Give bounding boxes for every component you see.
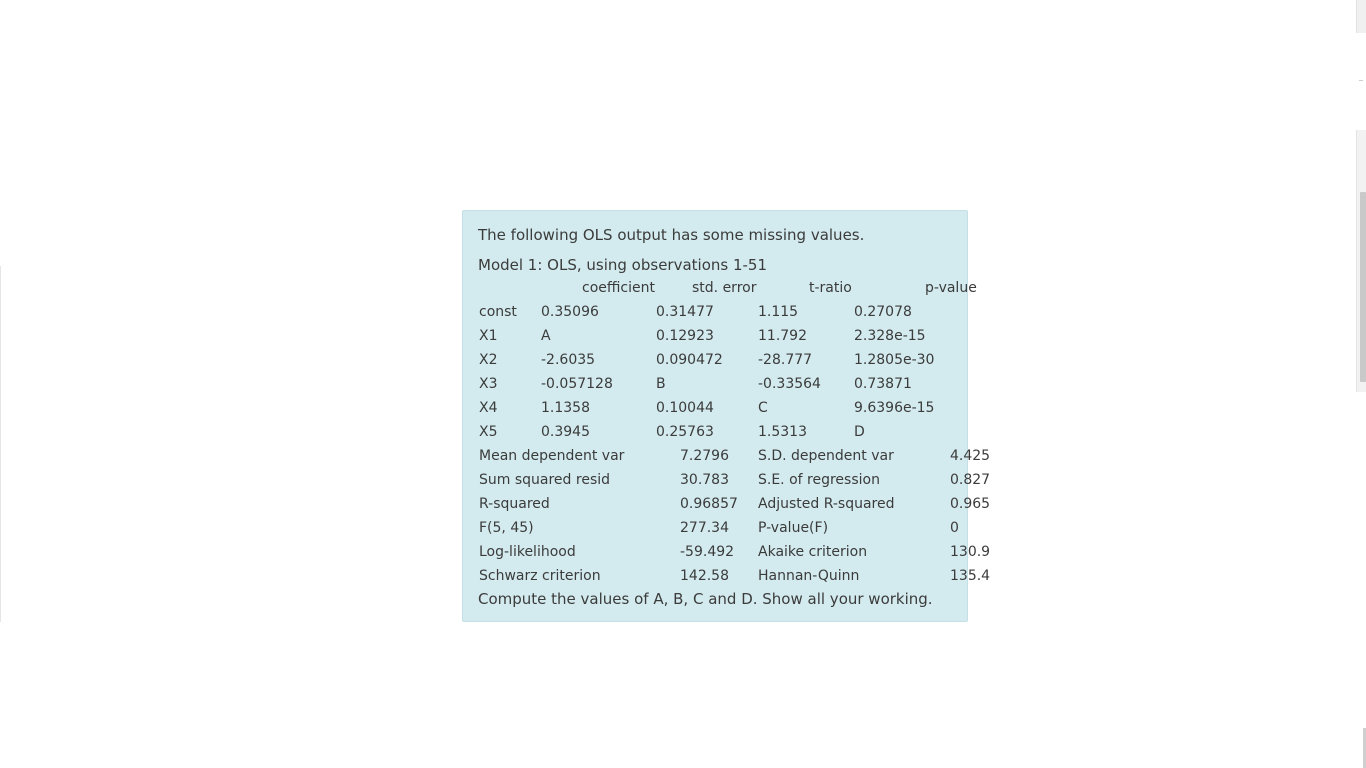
row-t-ratio: 11.792 xyxy=(758,328,807,344)
row-coefficient: 1.1358 xyxy=(541,400,590,416)
stat-value: 7.2796 xyxy=(680,448,729,464)
stat-value: 135.4 xyxy=(950,568,991,584)
row-name: X5 xyxy=(479,424,498,440)
stat-label: P-value(F) xyxy=(758,520,829,536)
column-header-std-error: std. error xyxy=(692,280,757,296)
row-t-ratio: C xyxy=(758,400,768,416)
stat-value: -59.492 xyxy=(680,544,735,560)
row-t-ratio: 1.5313 xyxy=(758,424,807,440)
stat-label: S.D. dependent var xyxy=(758,448,894,464)
row-name: X1 xyxy=(479,328,498,344)
question-prompt: Compute the values of A, B, C and D. Show all your working. xyxy=(478,590,933,608)
row-std-error: 0.25763 xyxy=(656,424,714,440)
model-title: Model 1: OLS, using observations 1-51 xyxy=(478,256,768,274)
row-coefficient: 0.3945 xyxy=(541,424,590,440)
question-intro: The following OLS output has some missing values. xyxy=(478,226,865,244)
column-header-coefficient: coefficient xyxy=(582,280,655,296)
question-card xyxy=(462,210,991,622)
stat-label: Adjusted R-squared xyxy=(758,496,895,512)
row-std-error: 0.090472 xyxy=(656,352,723,368)
row-t-ratio: 1.115 xyxy=(758,304,799,320)
row-p-value: 2.328e-15 xyxy=(854,328,926,344)
scrollbar-top-segment xyxy=(1356,0,1366,33)
stat-value: 130.9 xyxy=(950,544,991,560)
stat-value: 142.58 xyxy=(680,568,729,584)
stat-label: Schwarz criterion xyxy=(479,568,601,584)
stat-value: 0 xyxy=(950,520,959,536)
row-t-ratio: -0.33564 xyxy=(758,376,821,392)
row-p-value: 9.6396e-15 xyxy=(854,400,935,416)
row-coefficient: 0.35096 xyxy=(541,304,599,320)
stat-value: 0.965 xyxy=(950,496,991,512)
stat-label: S.E. of regression xyxy=(758,472,880,488)
row-name: X2 xyxy=(479,352,498,368)
stat-label: Hannan-Quinn xyxy=(758,568,860,584)
stat-label: Log-likelihood xyxy=(479,544,576,560)
stat-value: 277.34 xyxy=(680,520,729,536)
stat-label: F(5, 45) xyxy=(479,520,534,536)
left-edge-divider xyxy=(0,266,1,622)
stat-label: R-squared xyxy=(479,496,550,512)
stat-label: Mean dependent var xyxy=(479,448,625,464)
row-p-value: 0.73871 xyxy=(854,376,912,392)
stat-value: 30.783 xyxy=(680,472,729,488)
stat-value: 4.425 xyxy=(950,448,991,464)
row-p-value: D xyxy=(854,424,865,440)
stat-value: 0.827 xyxy=(950,472,991,488)
row-std-error: 0.10044 xyxy=(656,400,714,416)
stat-value: 0.96857 xyxy=(680,496,738,512)
row-std-error: 0.12923 xyxy=(656,328,714,344)
row-t-ratio: -28.777 xyxy=(758,352,813,368)
row-p-value: 0.27078 xyxy=(854,304,912,320)
row-p-value: 1.2805e-30 xyxy=(854,352,935,368)
column-header-p-value: p-value xyxy=(925,280,977,296)
row-std-error: B xyxy=(656,376,666,392)
vertical-scrollbar[interactable] xyxy=(1355,0,1366,768)
stat-label: Sum squared resid xyxy=(479,472,611,488)
row-std-error: 0.31477 xyxy=(656,304,714,320)
row-name: X4 xyxy=(479,400,498,416)
row-coefficient: A xyxy=(541,328,551,344)
scrollbar-thumb[interactable] xyxy=(1360,192,1366,382)
scrollbar-marker xyxy=(1359,80,1363,81)
row-name: const xyxy=(479,304,517,320)
stat-label: Akaike criterion xyxy=(758,544,868,560)
row-coefficient: -2.6035 xyxy=(541,352,596,368)
column-header-t-ratio: t-ratio xyxy=(809,280,852,296)
row-coefficient: -0.057128 xyxy=(541,376,613,392)
row-name: X3 xyxy=(479,376,498,392)
